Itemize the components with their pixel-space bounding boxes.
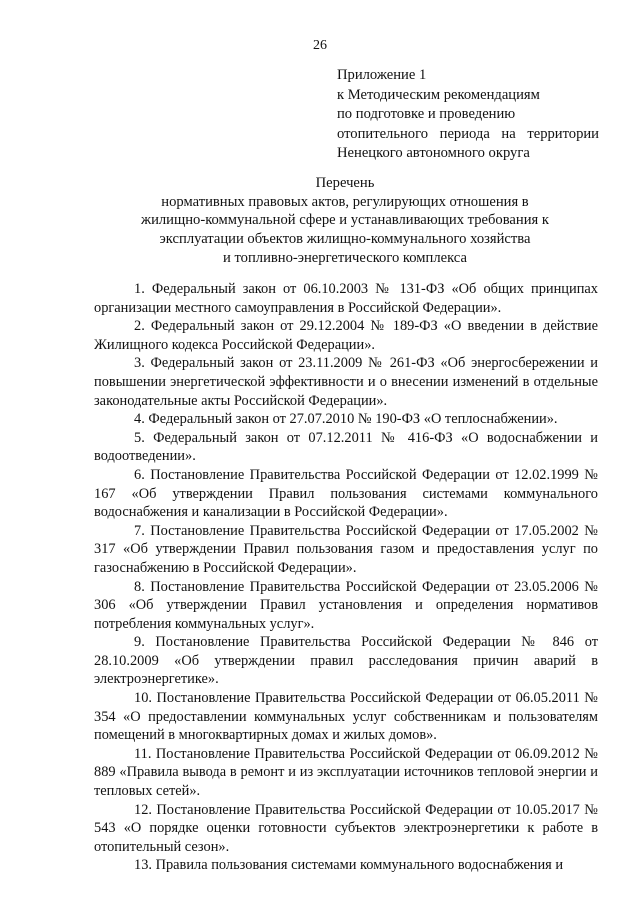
list-item: 7. Постановление Правительства Российской Федерации от 17.05.2002 № 317 «Об утверждении Правил пользования газом и предоставления услуг по газоснабжению в Российской Федерации». [94, 522, 598, 576]
heading-subtitle-line: жилищно-коммунальной сфере и устанавливающих требования к [141, 212, 549, 229]
annex-block [337, 66, 599, 164]
heading-title: Перечень [315, 175, 375, 191]
annex-line: по подготовке и проведению [337, 106, 516, 122]
heading-subtitle-line: и топливно-энергетического комплекса [223, 249, 467, 266]
annex-line: Ненецкого автономного округа [337, 145, 530, 161]
list-item: 8. Постановление Правительства Российской Федерации от 23.05.2006 № 306 «Об утверждении Правил установления и определения нормативов потребления коммунальных услуг». [94, 578, 598, 632]
list-item: 12. Постановление Правительства Российской Федерации от 10.05.2017 № 543 «О порядке оценки готовности субъектов электроэнергетики к работе в отопительный сезон». [94, 801, 598, 855]
list-item: 1. Федеральный закон от 06.10.2003 № 131-ФЗ «Об общих принципах организации местного самоуправления в Российской Федерации». [94, 281, 598, 316]
list-item: 13. Правила пользования системами коммунального водоснабжения и [134, 857, 564, 874]
heading-subtitle-line: эксплуатации объектов жилищно-коммунального хозяйства [159, 231, 531, 248]
annex-title: Приложение 1 [337, 67, 427, 83]
list-item: 9. Постановление Правительства Российской Федерации № 846 от 28.10.2009 «Об утверждении правил расследования причин аварий в электроэнергетике». [94, 634, 598, 688]
list-item: 2. Федеральный закон от 29.12.2004 № 189-ФЗ «О введении в действие Жилищного кодекса Российской Федерации». [94, 318, 598, 353]
annex-line: отопительного периода на территории [337, 125, 599, 142]
legal-acts-list [94, 280, 598, 875]
page-number: 26 [313, 38, 327, 53]
list-item: 10. Постановление Правительства Российской Федерации от 06.05.2011 № 354 «О предоставлении коммунальных услуг собственникам и пользователям помещений в многоквартирных домах и жилых домов». [94, 690, 598, 744]
list-item: 4. Федеральный закон от 27.07.2010 № 190-ФЗ «О теплоснабжении». [134, 411, 558, 428]
list-item: 6. Постановление Правительства Российской Федерации от 12.02.1999 № 167 «Об утверждении Правил пользования системами коммунального водоснабжения и канализации в Российской Федерации». [94, 466, 598, 521]
list-heading [90, 174, 600, 268]
list-item: 3. Федеральный закон от 23.11.2009 № 261-ФЗ «Об энергосбережении и повышении энергетической эффективности и о внесении изменений в отдельные законодательные акты Российской Федерации». [94, 355, 598, 409]
list-item: 5. Федеральный закон от 07.12.2011 № 416-ФЗ «О водоснабжении и водоотведении». [94, 429, 598, 465]
list-item: 11. Постановление Правительства Российской Федерации от 06.09.2012 № 889 «Правила вывода в ремонт и из эксплуатации источников тепловой энергии и тепловых сетей». [94, 745, 598, 800]
heading-subtitle-line: нормативных правовых актов, регулирующих отношения в [161, 193, 529, 210]
annex-line: к Методическим рекомендациям [337, 86, 540, 103]
